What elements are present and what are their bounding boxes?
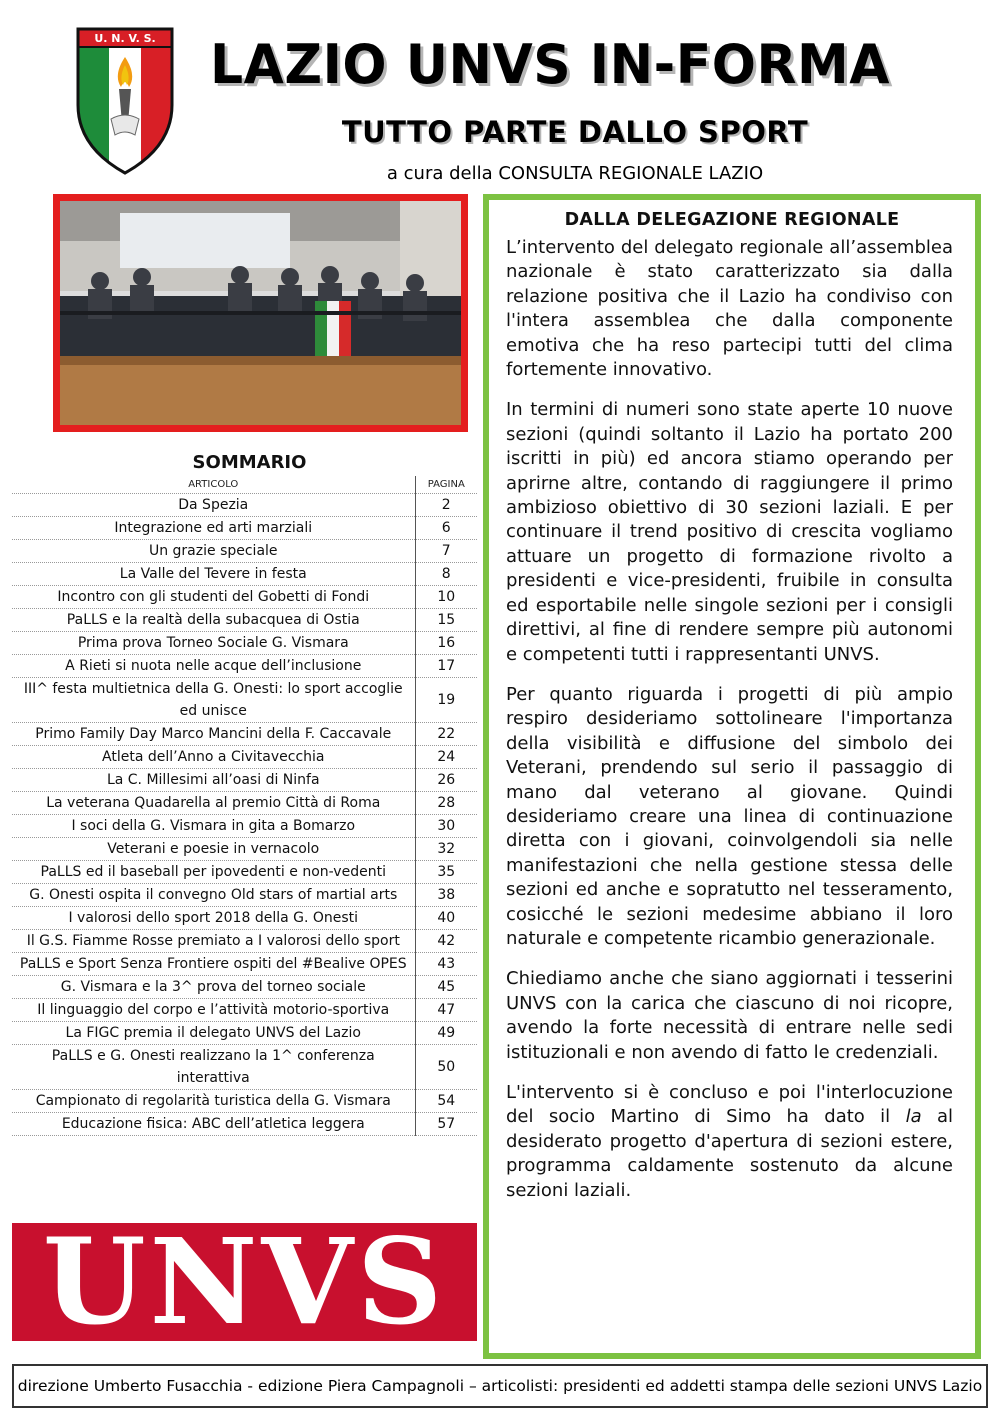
sommario-page: 47	[415, 999, 477, 1022]
table-row	[12, 953, 477, 976]
table-row	[12, 815, 477, 838]
table-row	[12, 540, 477, 563]
table-row	[12, 792, 477, 815]
sommario-article: G. Onesti ospita il convegno Old stars of martial arts	[29, 887, 398, 903]
sommario-article: Integrazione ed arti marziali	[114, 520, 313, 536]
sommario-page: 30	[415, 815, 477, 838]
table-row	[12, 723, 477, 746]
article-box	[483, 194, 981, 1359]
page-title: LAZIO UNVS IN-FORMA	[210, 33, 890, 97]
article-paragraph-5-end: al desiderato progetto d'apertura di sezioni estere, programma caldamente sostenuto da alcune sezioni laziali.	[506, 1106, 953, 1201]
sommario-article: Educazione fisica: ABC dell’atletica leggera	[61, 1116, 365, 1132]
sommario-article: PaLLS e G. Onesti realizzano la 1^ conferenza interattiva	[51, 1048, 375, 1086]
table-row	[12, 632, 477, 655]
sommario-article: Incontro con gli studenti del Gobetti di Fondi	[57, 589, 370, 605]
article-title: DALLA DELEGAZIONE REGIONALE	[564, 210, 900, 230]
unvs-banner	[12, 1223, 477, 1341]
sommario-page: 19	[415, 678, 477, 723]
article-paragraph-2: In termini di numeri sono state aperte 10 nuove sezioni (quindi soltanto il Lazio ha portato 200 iscritti in più) ed ancora stiamo operando per aprirne altre, contando di raggiungere il primo ambizioso obiettivo di 30 sezioni laziali. E per continuare il trend positivo di crescita vogliamo attuare un progetto di formazione rivolto a presidenti e vice-presidenti, fruibile in consulta ed esportabile nelle singole sezioni per i consigli direttivi, al fine di rendere sempre più autonomi e competenti tutti i rappresentanti UNVS.	[506, 399, 953, 665]
sommario-page: 26	[415, 769, 477, 792]
sommario-page: 15	[415, 609, 477, 632]
assembly-photo	[53, 194, 468, 432]
sommario-table	[12, 476, 477, 1136]
table-row	[12, 563, 477, 586]
sommario-page: 42	[415, 930, 477, 953]
sommario-article: Primo Family Day Marco Mancini della F. Caccavale	[35, 726, 392, 742]
sommario-page: 10	[415, 586, 477, 609]
unvs-logo	[75, 27, 175, 175]
sommario-rows	[12, 494, 477, 1136]
table-row	[12, 494, 477, 517]
sommario-article: La C. Millesimi all’oasi di Ninfa	[106, 772, 320, 788]
sommario-page: 8	[415, 563, 477, 586]
table-row	[12, 1090, 477, 1113]
sommario-article: La Valle del Tevere in festa	[119, 566, 307, 582]
sommario-page: 50	[415, 1045, 477, 1090]
article-paragraph-1: L’intervento del delegato regionale all’assemblea nazionale è stato caratterizzato sia dalla relazione positiva che il Lazio ha condiviso con l'intera assemblea che dalla componente emotiva che ha reso partecipi tutti del clima fortemente innovativo.	[506, 237, 953, 381]
sommario-article: Campionato di regolarità turistica della G. Vismara	[35, 1093, 391, 1109]
article-paragraph-5-italic: la	[905, 1106, 922, 1128]
sommario-page: 54	[415, 1090, 477, 1113]
table-row	[12, 746, 477, 769]
sommario-page: 35	[415, 861, 477, 884]
sommario-article: Veterani e poesie in vernacolo	[107, 841, 320, 857]
page-subtitle: TUTTO PARTE DALLO SPORT	[341, 115, 809, 149]
table-row	[12, 1113, 477, 1136]
sommario-page: 7	[415, 540, 477, 563]
table-row	[12, 1045, 477, 1090]
sommario-article: Da Spezia	[178, 497, 249, 513]
sommario-article: G. Vismara e la 3^ prova del torneo sociale	[60, 979, 366, 995]
table-row	[12, 678, 477, 723]
article-paragraph-5	[506, 1081, 953, 1203]
assembly-photo-illustration	[60, 201, 461, 425]
column-header-articolo: ARTICOLO	[188, 479, 239, 490]
article-paragraph-4: Chiediamo anche che siano aggiornati i tesserini UNVS con la carica che ciascuno di noi ricopre, avendo la forte necessità di entrare nelle sedi istituzionali e non avendo di fatto le credenziali.	[506, 968, 953, 1063]
table-row	[12, 609, 477, 632]
table-row	[12, 861, 477, 884]
sommario-article: Atleta dell’Anno a Civitavecchia	[102, 749, 325, 765]
sommario-page: 43	[415, 953, 477, 976]
table-row	[12, 769, 477, 792]
table-row	[12, 1022, 477, 1045]
sommario-article: La veterana Quadarella al premio Città di Roma	[46, 795, 381, 811]
sommario-page: 28	[415, 792, 477, 815]
table-row	[12, 930, 477, 953]
sommario-article: I valorosi dello sport 2018 della G. Onesti	[68, 910, 359, 926]
table-row	[12, 655, 477, 678]
sommario-page: 16	[415, 632, 477, 655]
sommario-page: 6	[415, 517, 477, 540]
sommario-article: Un grazie speciale	[148, 543, 278, 559]
table-row	[12, 999, 477, 1022]
table-header-row	[12, 476, 477, 494]
sommario-page: 45	[415, 976, 477, 999]
logo-text: U. N. V. S.	[94, 32, 156, 45]
column-header-pagina: PAGINA	[415, 476, 477, 494]
sommario-article: La FIGC premia il delegato UNVS del Lazio	[65, 1025, 361, 1041]
article-paragraph-5-start: L'intervento si è concluso e poi l'interlocuzione del socio Martino di Simo ha dato il	[506, 1082, 953, 1128]
sommario-page: 17	[415, 655, 477, 678]
unvs-banner-text: UNVS	[42, 1223, 447, 1341]
sommario-title: SOMMARIO	[192, 452, 307, 473]
table-row	[12, 907, 477, 930]
sommario-page: 32	[415, 838, 477, 861]
sommario-article: Il linguaggio del corpo e l’attività motorio-sportiva	[37, 1002, 390, 1018]
sommario-article: PaLLS e la realtà della subacquea di Ostia	[66, 612, 360, 628]
curator-line: a cura della CONSULTA REGIONALE LAZIO	[386, 163, 764, 184]
sommario-page: 49	[415, 1022, 477, 1045]
sommario-article: III^ festa multietnica della G. Onesti: lo sport accoglie ed unisce	[23, 681, 403, 719]
table-row	[12, 586, 477, 609]
sommario-page: 57	[415, 1113, 477, 1136]
sommario-page: 40	[415, 907, 477, 930]
article-paragraph-3: Per quanto riguarda i progetti di più ampio respiro desideriamo sottolineare l'importanza della visibilità e diffusione del simbolo dei Veterani, prendendo sul serio il passaggio di mano dal veterano al giovane. Quindi desideriamo creare una linea di continuazione diretta con i giovani, coinvolgendoli sia nelle manifestazioni che nella gestione stessa delle sezioni ed anche e sopratutto nel tesseramento, cosicché le sezioni medesime abbiano il loro naturale e competente ricambio generazionale.	[506, 683, 953, 949]
sommario-page: 2	[415, 494, 477, 517]
sommario-page: 24	[415, 746, 477, 769]
table-row	[12, 884, 477, 907]
article-body	[506, 236, 953, 1219]
sommario-article: A Rieti si nuota nelle acque dell’inclusione	[65, 658, 362, 674]
sommario-article: Prima prova Torneo Sociale G. Vismara	[77, 635, 349, 651]
sommario-article: PaLLS e Sport Senza Frontiere ospiti del #Bealive OPES	[19, 956, 407, 972]
table-row	[12, 517, 477, 540]
sommario-article: Il G.S. Fiamme Rosse premiato a I valorosi dello sport	[26, 933, 400, 949]
sommario-article: I soci della G. Vismara in gita a Bomarzo	[71, 818, 356, 834]
sommario-page: 22	[415, 723, 477, 746]
sommario-article: PaLLS ed il baseball per ipovedenti e non-vedenti	[40, 864, 386, 880]
table-row	[12, 976, 477, 999]
table-row	[12, 838, 477, 861]
sommario-page: 38	[415, 884, 477, 907]
footer-credits: direzione Umberto Fusacchia - edizione Piera Campagnoli – articolisti: presidenti ed addetti stampa delle sezioni UNVS Lazio	[12, 1364, 988, 1408]
